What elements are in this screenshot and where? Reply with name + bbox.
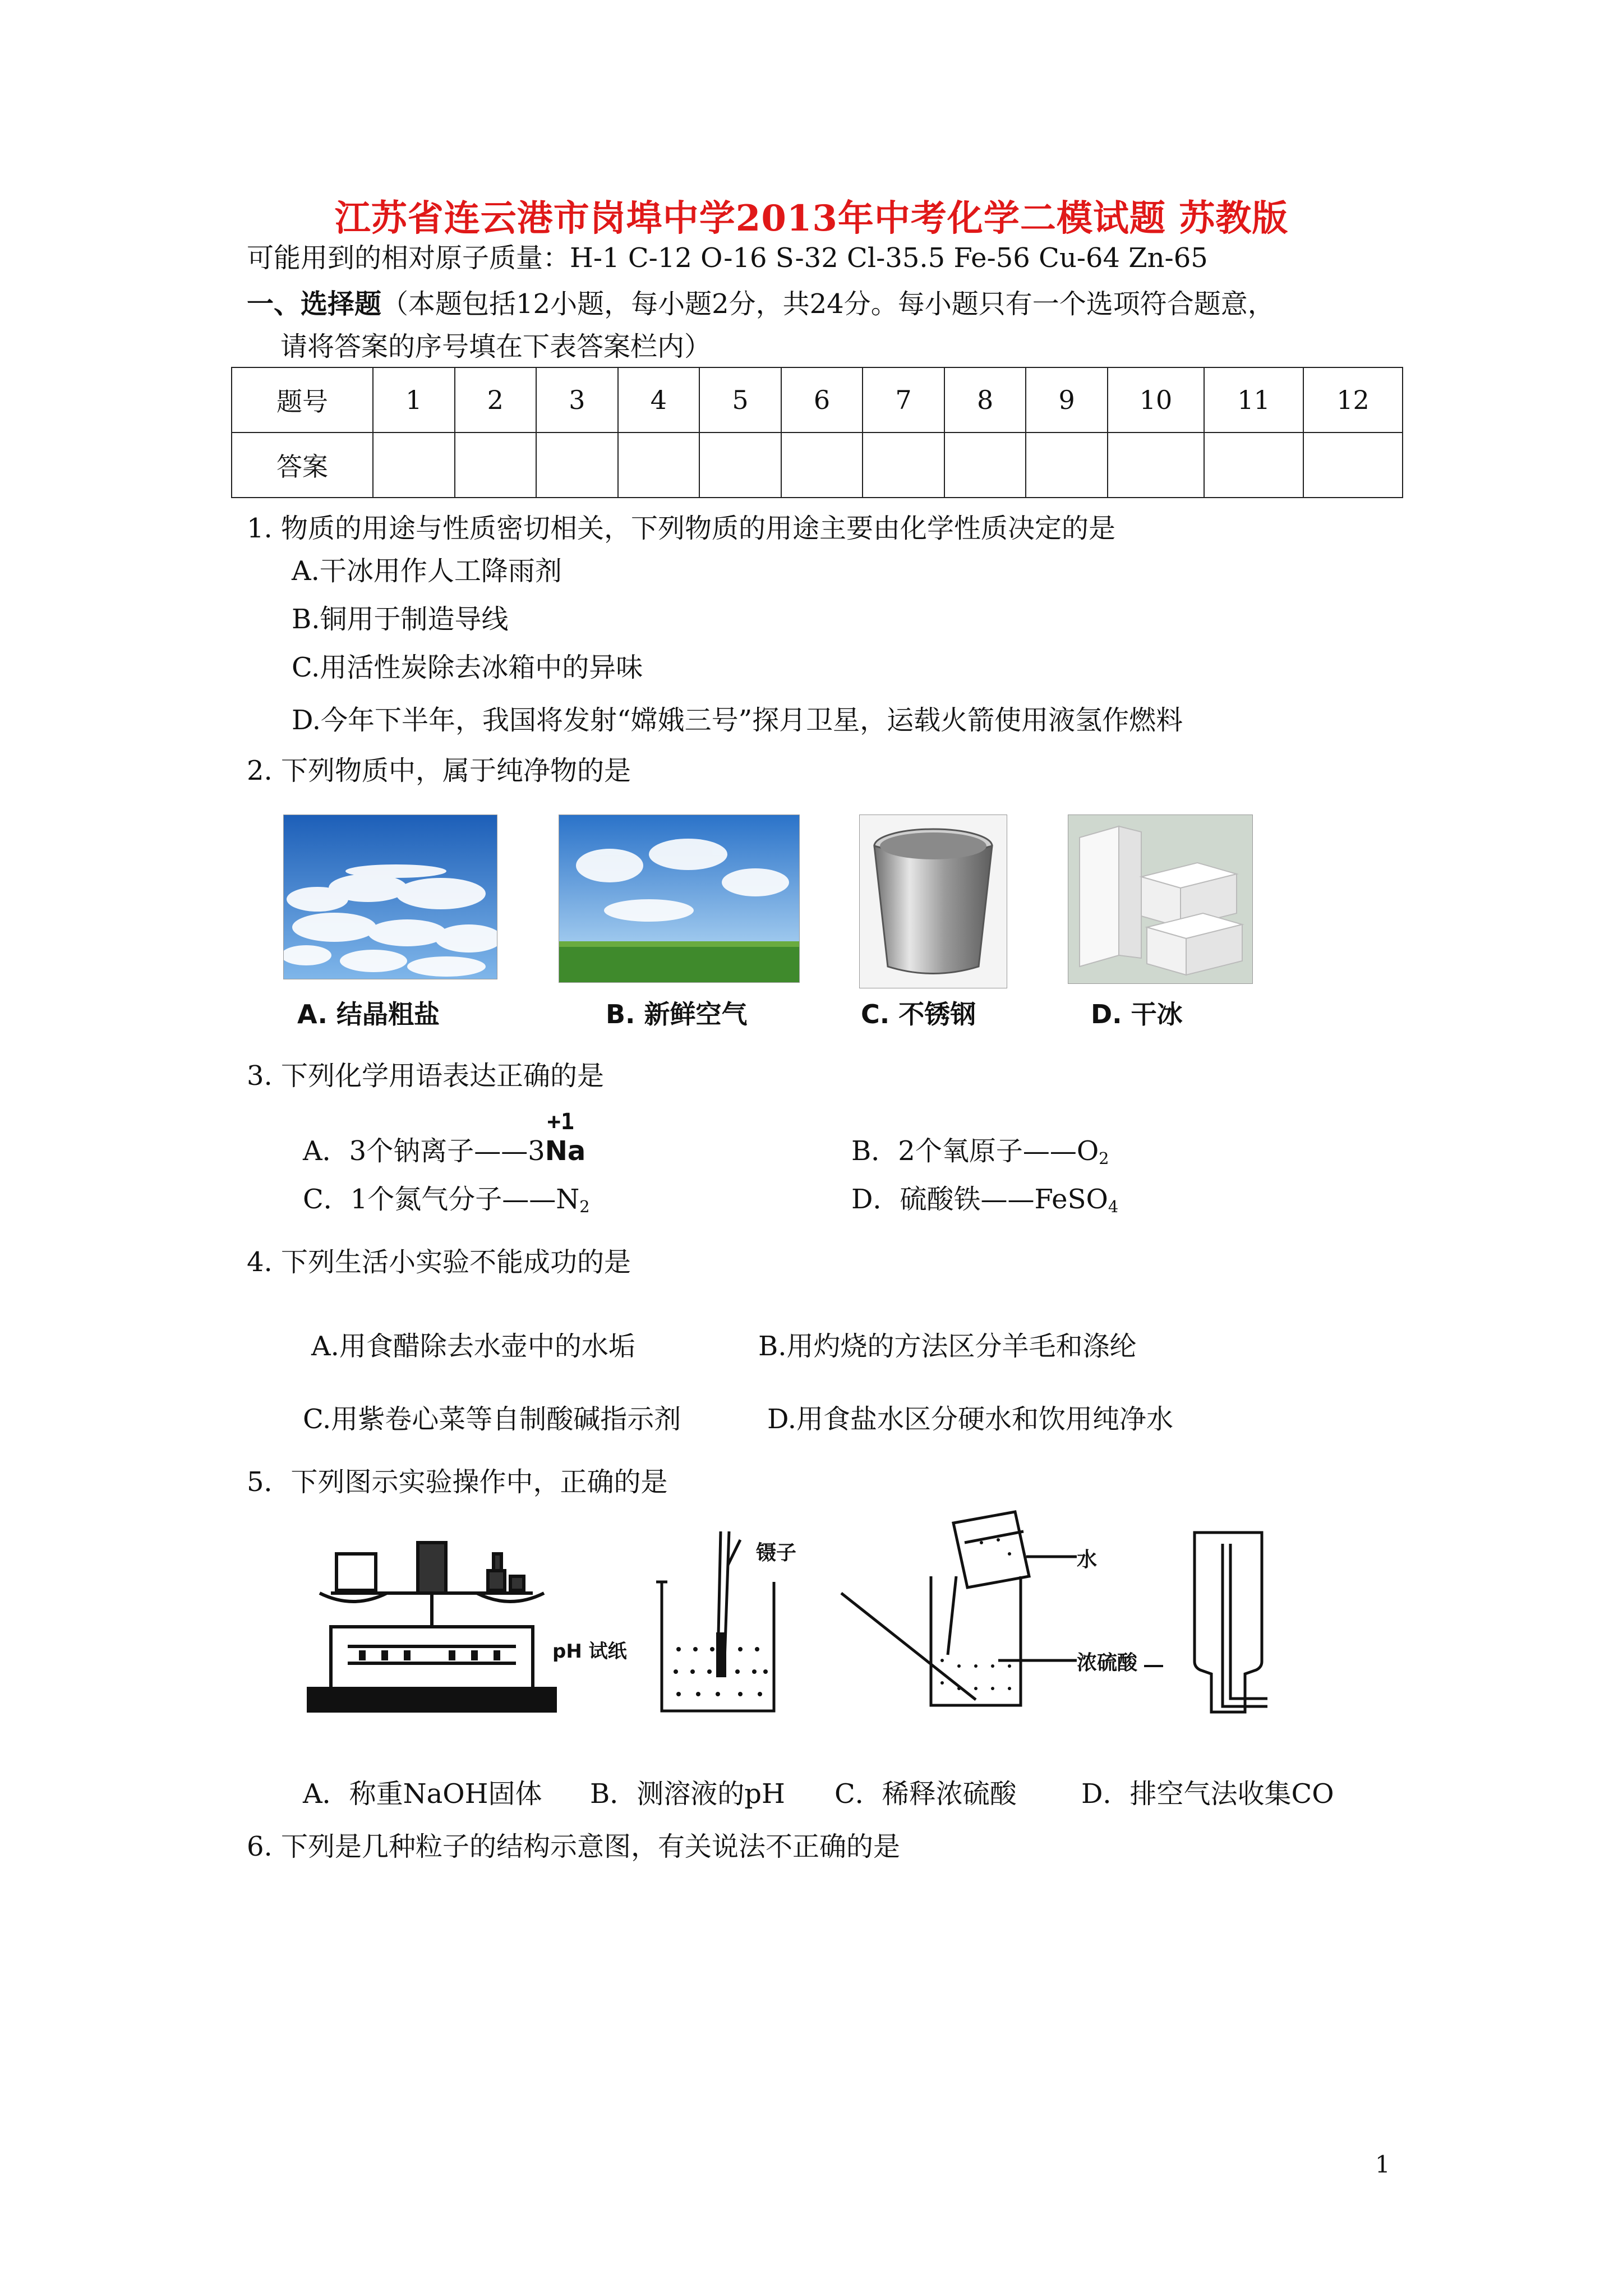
q2-caption-d: D. 干冰	[1091, 999, 1183, 1029]
fresh-air-image	[559, 815, 800, 983]
q2-caption-b: B. 新鲜空气	[606, 999, 748, 1029]
table-cell: 5	[699, 367, 781, 432]
pour-beaker-icon	[830, 1509, 1144, 1722]
tweezers-label: 镊子	[756, 1542, 797, 1565]
q3-stem: 3. 下列化学用语表达正确的是	[247, 1060, 605, 1092]
q3-a-charge: +1	[547, 1109, 574, 1135]
q3-d-sub: 4	[1108, 1197, 1119, 1217]
q2-stem: 2. 下列物质中，属于纯净物的是	[247, 755, 631, 786]
q3-c-text: C．1个氮气分子——N	[303, 1184, 580, 1215]
stainless-bucket-picture	[860, 815, 1007, 988]
q1-stem: 1. 物质的用途与性质密切相关，下列物质的用途主要由化学性质决定的是	[247, 513, 1116, 544]
table-cell: 3	[536, 367, 618, 432]
page-title: 江苏省连云港市岗埠中学2013年中考化学二模试题 苏教版	[334, 197, 1289, 240]
answer-cell[interactable]	[1303, 432, 1403, 498]
table-cell: 4	[618, 367, 700, 432]
balance-diagram	[297, 1520, 566, 1722]
q3-option-b	[851, 1134, 1109, 1175]
q5-option-c: C．稀释浓硫酸	[834, 1778, 1017, 1810]
q3-option-a	[303, 1109, 586, 1168]
water-label: 水	[1077, 1548, 1098, 1571]
answer-cell[interactable]	[1026, 432, 1108, 498]
answer-cell[interactable]	[455, 432, 537, 498]
section-heading	[247, 287, 1275, 321]
q2-caption-a: A. 结晶粗盐	[297, 999, 440, 1029]
q5-option-d: D．排空气法收集CO	[1081, 1778, 1334, 1810]
q1-option-c: C.用活性炭除去冰箱中的异味	[292, 652, 643, 683]
crystal-salt-picture	[284, 815, 497, 979]
q5-option-b: B．测溶液的pH	[590, 1778, 785, 1810]
gas-bottle-icon	[1183, 1527, 1273, 1718]
table-row-answers	[232, 432, 1403, 498]
ph-paper-label: pH 试纸	[552, 1640, 627, 1663]
row-label-answer: 答案	[232, 432, 373, 498]
answer-cell[interactable]	[944, 432, 1026, 498]
q3-option-c	[303, 1182, 590, 1223]
q3-a-text: A．3个钠离子——3	[303, 1135, 545, 1167]
row-label-number: 题号	[232, 367, 373, 432]
q5-stem: 5．下列图示实验操作中，正确的是	[247, 1466, 668, 1498]
answer-cell[interactable]	[618, 432, 700, 498]
q1-option-b: B.铜用于制造导线	[292, 604, 509, 635]
q3-a-element: Na	[545, 1135, 586, 1167]
table-cell: 8	[944, 367, 1026, 432]
q3-b-sub: 2	[1099, 1149, 1109, 1168]
table-row-numbers	[232, 367, 1403, 432]
answer-cell[interactable]	[373, 432, 455, 498]
dash-mark	[1144, 1665, 1163, 1667]
dry-ice-picture	[1068, 815, 1252, 983]
table-cell: 12	[1303, 367, 1403, 432]
q1-option-a: A.干冰用作人工降雨剂	[292, 555, 562, 587]
q4-option-b: B.用灼烧的方法区分羊毛和涤纶	[758, 1331, 1137, 1362]
section-title: 一、选择题	[247, 288, 382, 320]
q4-stem: 4. 下列生活小实验不能成功的是	[247, 1246, 631, 1278]
crystal-salt-image	[283, 815, 497, 979]
section-desc-2: 请将答案的序号填在下表答案栏内）	[280, 331, 712, 362]
answer-cell[interactable]	[1204, 432, 1303, 498]
answer-cell[interactable]	[781, 432, 863, 498]
q3-a-element-wrap	[545, 1109, 586, 1168]
q4-option-d: D.用食盐水区分硬水和饮用纯净水	[767, 1404, 1174, 1435]
q4-option-a: A.用食醋除去水壶中的水垢	[311, 1331, 635, 1362]
answer-cell[interactable]	[699, 432, 781, 498]
acid-label: 浓硫酸	[1077, 1651, 1138, 1674]
table-cell: 6	[781, 367, 863, 432]
q6-stem: 6. 下列是几种粒子的结构示意图，有关说法不正确的是	[247, 1831, 901, 1862]
answer-cell[interactable]	[536, 432, 618, 498]
section-desc-1: （本题包括12小题，每小题2分，共24分。每小题只有一个选项符合题意，	[381, 288, 1275, 320]
q3-option-d	[851, 1182, 1118, 1223]
dilution-diagram	[830, 1509, 1144, 1722]
q3-d-text: D．硫酸铁——FeSO	[851, 1184, 1108, 1215]
dry-ice-image	[1068, 815, 1253, 984]
stainless-steel-image	[859, 815, 1007, 988]
fresh-air-picture	[559, 815, 799, 982]
q3-c-sub: 2	[579, 1197, 590, 1217]
q2-caption-c: C. 不锈钢	[861, 999, 976, 1029]
answer-cell[interactable]	[863, 432, 944, 498]
answer-table	[231, 367, 1403, 498]
table-cell: 1	[373, 367, 455, 432]
collection-diagram	[1183, 1527, 1273, 1718]
q3-b-text: B．2个氧原子——O	[851, 1135, 1099, 1167]
table-cell: 7	[863, 367, 944, 432]
table-cell: 11	[1204, 367, 1303, 432]
q1-option-d: D.今年下半年，我国将发射“嫦娥三号”探月卫星，运载火箭使用液氢作燃料	[292, 705, 1183, 736]
answer-cell[interactable]	[1108, 432, 1204, 498]
table-cell: 9	[1026, 367, 1108, 432]
q4-option-c: C.用紫卷心菜等自制酸碱指示剂	[303, 1404, 681, 1435]
page-number: 1	[1375, 2151, 1390, 2178]
balance-scale-icon	[297, 1520, 566, 1722]
table-cell: 10	[1108, 367, 1204, 432]
q5-option-a: A．称重NaOH固体	[303, 1778, 542, 1810]
atomic-mass-line: 可能用到的相对原子质量：H-1 C-12 O-16 S-32 Cl-35.5 Fe-56 Cu-64 Zn-65	[247, 242, 1208, 274]
table-cell: 2	[455, 367, 537, 432]
